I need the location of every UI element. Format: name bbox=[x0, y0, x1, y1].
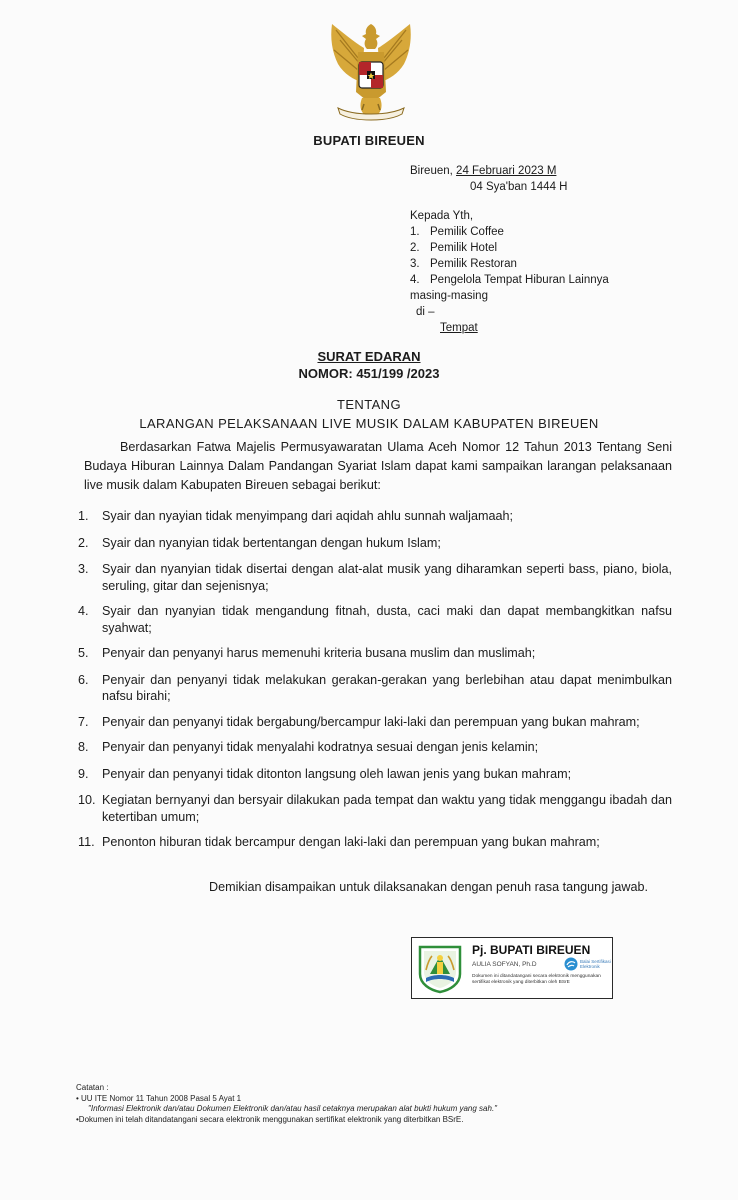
date-hijri: 04 Sya'ban 1444 H bbox=[470, 181, 568, 193]
tempat-label: Tempat bbox=[440, 322, 478, 334]
date-block bbox=[410, 163, 567, 195]
list-item: 4. Syair dan nyanyian tidak mengandung fitnah, dusta, caci maki dan dapat membangkitkan nafsu syahwat; bbox=[78, 604, 672, 635]
note-line: • UU ITE Nomor 11 Tahun 2008 Pasal 5 Ayat 1 bbox=[76, 1093, 242, 1103]
notes-heading: Catatan : bbox=[76, 1083, 109, 1092]
date-gregorian: 24 Februari 2023 M bbox=[456, 165, 557, 177]
prohibition-list bbox=[78, 508, 672, 851]
garuda-emblem-icon bbox=[318, 18, 424, 126]
list-item: 9. Penyair dan penyanyi tidak ditonton langsung oleh lawan jenis yang bukan mahram; bbox=[78, 766, 572, 781]
letter-type: SURAT EDARAN bbox=[317, 349, 421, 364]
note-line: •Dokumen ini telah ditandatangani secara elektronik menggunakan sertifikat elektronik yang diterbitkan BSrE. bbox=[76, 1114, 464, 1124]
footnotes bbox=[76, 1083, 497, 1125]
letter-number: NOMOR: 451/199 /2023 bbox=[298, 366, 440, 381]
subject-block bbox=[0, 395, 738, 433]
closing-sentence: Demikian disampaikan untuk dilaksanakan dengan penuh rasa tangung jawab. bbox=[209, 880, 648, 894]
bsre-label: Balai Sertifikasi Elektronik bbox=[580, 959, 611, 969]
list-item: 10. Kegiatan bernyanyi dan bersyair dilakukan pada tempat dan waktu yang tidak menggangu ibadah dan ketertiban umum; bbox=[78, 793, 672, 824]
letter-subject: LARANGAN PELAKSANAAN LIVE MUSIK DALAM KABUPATEN BIREUEN bbox=[139, 416, 599, 431]
signature-note: Dokumen ini ditandatangani secara elektronik menggunakan sertifikat elektronik yang diterbitkan oleh BSrE bbox=[472, 974, 601, 985]
list-item: 6. Penyair dan penyanyi tidak melakukan gerakan-gerakan yang berlebihan atau dapat menimbulkan nafsu birahi; bbox=[78, 672, 672, 703]
bsre-logo-icon bbox=[564, 957, 578, 971]
masing-masing: masing-masing bbox=[410, 290, 488, 302]
intro-paragraph: Berdasarkan Fatwa Majelis Permusyawaratan Ulama Aceh Nomor 12 Tahun 2013 Tentang Seni Budaya Hiburan Lainnya Dalam Pandangan Syariat Islam dapat kami sampaikan larangan pelaksanaan live musik dalam Kabupaten Bireuen sebagai berikut: bbox=[84, 440, 672, 492]
di-label: di – bbox=[416, 306, 435, 318]
list-item: 3. Pemilik Restoran bbox=[410, 258, 517, 270]
regency-logo-icon bbox=[416, 944, 464, 994]
signer-title: Pj. BUPATI BIREUEN bbox=[472, 943, 591, 957]
note-line: "Informasi Elektronik dan/atau Dokumen Elektronik dan/atau hasil cetaknya merupakan alat bukti hukum yang sah." bbox=[88, 1104, 498, 1113]
signer-name: AULIA SOFYAN, Ph.D bbox=[472, 961, 537, 968]
list-item: 5. Penyair dan penyanyi harus memenuhi kriteria busana muslim dan muslimah; bbox=[78, 646, 536, 660]
list-item: 7. Penyair dan penyanyi tidak bergabung/bercampur laki-laki dan perempuan yang bukan mahram; bbox=[78, 714, 640, 729]
list-item: 1. Pemilik Coffee bbox=[410, 226, 504, 238]
salutation: Kepada Yth, bbox=[410, 210, 474, 222]
office-title: BUPATI BIREUEN bbox=[313, 133, 425, 148]
list-item: 11. Penonton hiburan tidak bercampur dengan laki-laki dan perempuan yang bukan mahram; bbox=[78, 835, 600, 849]
list-item: 4. Pengelola Tempat Hiburan Lainnya bbox=[410, 274, 609, 286]
letter-title-block bbox=[0, 348, 738, 382]
about-label: TENTANG bbox=[337, 397, 401, 412]
list-item: 1. Syair dan nyayian tidak menyimpang dari aqidah ahlu sunnah waljamaah; bbox=[78, 509, 513, 523]
list-item: 8. Penyair dan penyanyi tidak menyalahi kodratnya sesuai dengan jenis kelamin; bbox=[78, 740, 539, 754]
list-item: 2. Pemilik Hotel bbox=[410, 242, 498, 254]
list-item: 3. Syair dan nyanyian tidak disertai dengan alat-alat musik yang diharamkan seperti bass, piano, biola, seruling, gitar dan sejenisnya; bbox=[78, 562, 672, 593]
list-item: 2. Syair dan nyanyian tidak bertentangan dengan hukum Islam; bbox=[78, 535, 441, 550]
addressee-block bbox=[410, 208, 609, 336]
recipient-list bbox=[410, 224, 609, 288]
date-place: Bireuen, bbox=[410, 165, 453, 177]
electronic-signature-box bbox=[411, 937, 613, 999]
